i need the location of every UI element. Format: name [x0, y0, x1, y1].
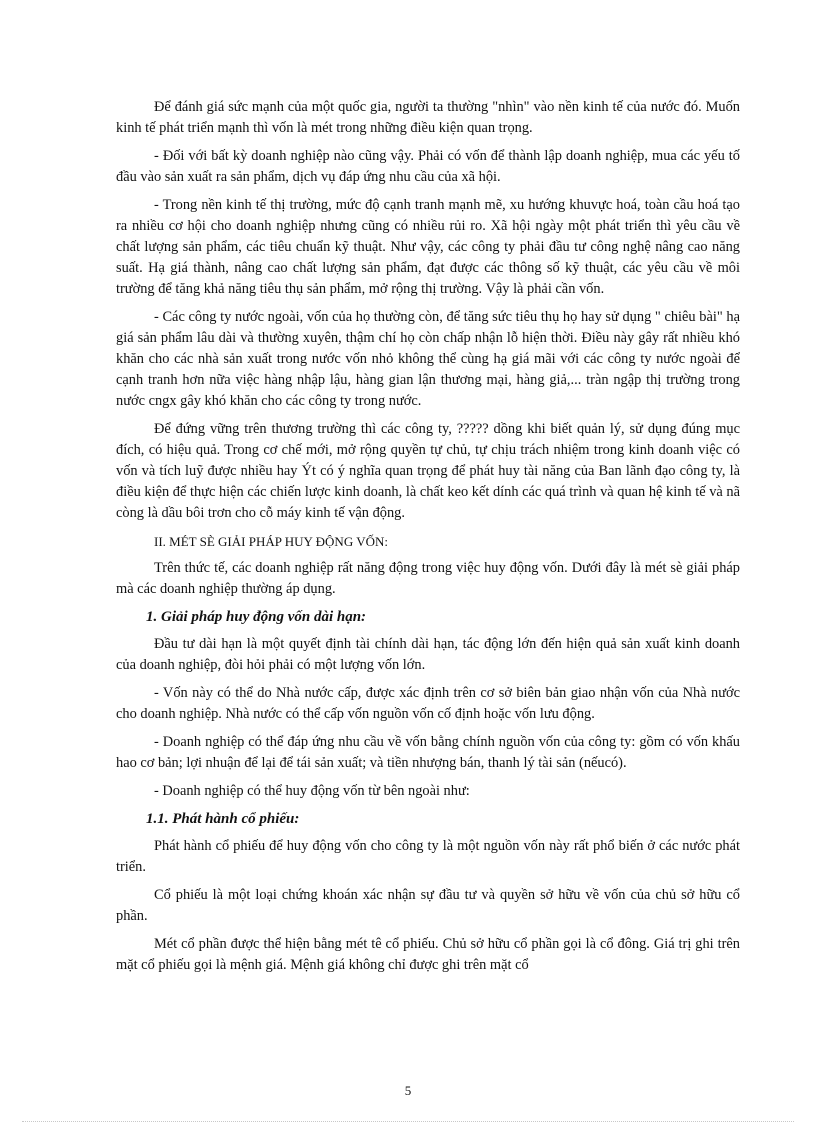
page-body: [116, 97, 740, 983]
paragraph: Mét cổ phần được thể hiện bằng mét tê cổ phiếu. Chủ sở hữu cổ phần gọi là cổ đông. Giá trị ghi trên mặt cổ phiếu gọi là mệnh giá. Mệnh giá không chỉ được ghi trên mặt cổ: [116, 936, 740, 973]
paragraph: - Đối với bất kỳ doanh nghiệp nào cũng vậy. Phải có vốn để thành lập doanh nghiệp, mua các yếu tố đầu vào sản xuất ra sản phẩm, dịch vụ đáp ứng nhu cầu của xã hội.: [116, 148, 740, 185]
paragraph: - Trong nền kinh tế thị trường, mức độ cạnh tranh mạnh mẽ, xu hướng khuvực hoá, toàn cầu hoá tạo ra nhiều cơ hội cho doanh nghiệp nhưng cũng có nhiều rủi ro. Xã hội ngày một phát triển thì yêu cầu về chất lượng sản phẩm, các tiêu chuẩn kỹ thuật. Như vậy, các công ty phải đầu tư công nghệ nâng cao năng suất. Hạ giá thành, nâng cao chất lượng sản phẩm, đạt được các thông số kỹ thuật, các yêu cầu về môi trường để tăng khả năng tiêu thụ sản phẩm, mở rộng thị trường. Vậy là phải cần vốn.: [116, 197, 740, 297]
page-bottom-divider: [22, 1121, 794, 1122]
paragraph: - Doanh nghiệp có thể huy động vốn từ bên ngoài như:: [154, 783, 470, 799]
subsection-heading: 1. Giải pháp huy động vốn dài hạn:: [146, 609, 367, 625]
page-number: 5: [404, 1083, 412, 1098]
paragraph: - Doanh nghiệp có thể đáp ứng nhu cầu về vốn bằng chính nguồn vốn của công ty: gồm có vốn khấu hao cơ bản; lợi nhuận để lại để tái sản xuất; và tiền nhượng bán, thanh lý tài sản (nếucó).: [116, 734, 740, 771]
paragraph: Phát hành cổ phiếu để huy động vốn cho công ty là một nguồn vốn này rất phổ biến ở các nước phát triển.: [116, 838, 740, 875]
paragraph: Cổ phiếu là một loại chứng khoán xác nhận sự đầu tư và quyền sở hữu về vốn của chủ sở hữu cổ phần.: [116, 887, 740, 924]
paragraph: Đầu tư dài hạn là một quyết định tài chính dài hạn, tác động lớn đến hiện quả sản xuất kinh doanh của doanh nghiệp, đòi hỏi phải có một lượng vốn lớn.: [116, 636, 740, 673]
subsection-heading: 1.1. Phát hành cổ phiếu:: [146, 811, 300, 827]
paragraph: Để đứng vững trên thương trường thì các công ty, ????? dồng khi biết quản lý, sử dụng đúng mục đích, có hiệu quả. Trong cơ chế mới, mở rộng quyền tự chủ, tự chịu trách nhiệm trong kinh doanh việc có vốn và tích luỹ được nhiều hay Ýt có ý nghĩa quan trọng để phát huy tài năng của Ban lãnh đạo công ty, là điều kiện để thực hiện các chiến lược kinh doanh, là chất keo kết dính các quá trình và quan hệ kinh tế và nã còng là dầu bôi trơn cho cỗ máy kinh tế vận động.: [116, 421, 740, 521]
section-heading: II. MÉT SÈ GIẢI PHÁP HUY ĐỘNG VỐN:: [154, 534, 388, 549]
paragraph: Để đánh giá sức mạnh của một quốc gia, người ta thường "nhìn" vào nền kinh tế của nước đó. Muốn kinh tế phát triển mạnh thì vốn là mét trong những điều kiện quan trọng.: [116, 99, 740, 136]
paragraph: - Các công ty nước ngoài, vốn của họ thường còn, để tăng sức tiêu thụ họ hay sử dụng " chiêu bài" hạ giá sản phẩm lâu dài và thường xuyên, thậm chí họ còn chấp nhận lỗ hiện thời. Điều này gây rất nhiều khó khăn cho các nhà sản xuất trong nước vốn nhỏ không thể cùng hạ giá mãi với các công ty nước ngoài để cạnh tranh hơn nữa việc hàng nhập lậu, hàng gian lận thương mại, hàng giả,... tràn ngập thị trường trong nước cngx gây khó khăn cho các công ty trong nước.: [116, 309, 740, 409]
paragraph: Trên thức tế, các doanh nghiệp rất năng động trong việc huy động vốn. Dưới đây là mét sè giải pháp mà các doanh nghiệp thường áp dụng.: [116, 560, 740, 597]
paragraph: - Vốn này có thể do Nhà nước cấp, được xác định trên cơ sở biên bản giao nhận vốn của Nhà nước cho doanh nghiệp. Nhà nước có thể cấp vốn nguồn vốn cố định hoặc vốn lưu động.: [116, 685, 740, 722]
